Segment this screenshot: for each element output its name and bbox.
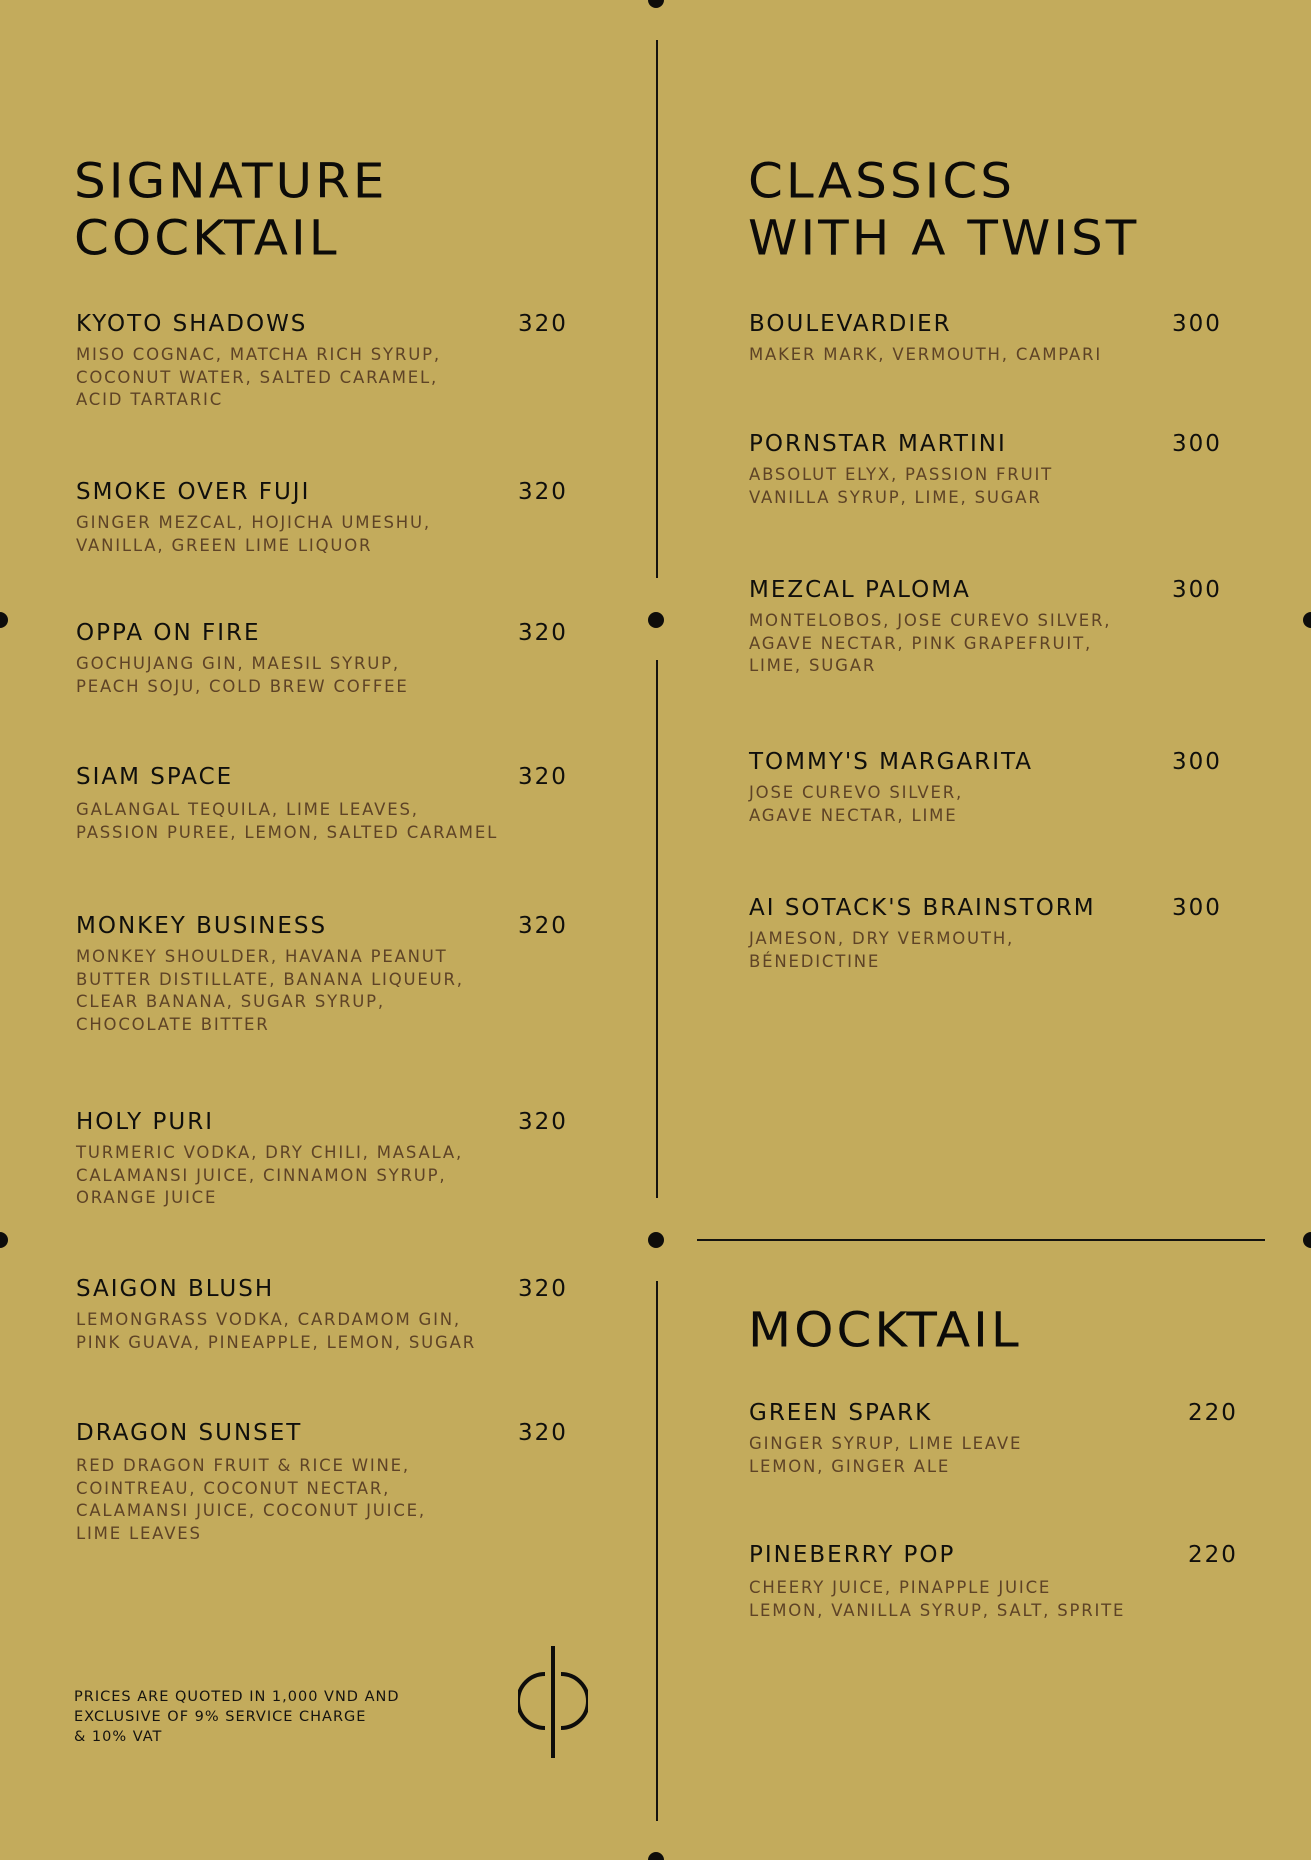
- item-description: TURMERIC VODKA, DRY CHILI, MASALA, CALAMANSI JUICE, CINNAMON SYRUP, ORANGE JUICE: [76, 1143, 464, 1207]
- menu-item: [76, 763, 571, 844]
- menu-item: [76, 1419, 571, 1545]
- item-name: GREEN SPARK: [749, 1400, 933, 1426]
- item-name: MONKEY BUSINESS: [76, 913, 328, 939]
- decor-dot: [0, 1232, 8, 1248]
- item-price: 320: [518, 311, 568, 337]
- menu-item: [76, 310, 571, 412]
- item-price: 300: [1172, 895, 1222, 921]
- decor-dot: [648, 612, 664, 628]
- right-section-divider: [697, 1239, 1265, 1241]
- item-description: ABSOLUT ELYX, PASSION FRUIT VANILLA SYRUP, LIME, SUGAR: [749, 465, 1053, 507]
- decor-dot: [1303, 612, 1311, 628]
- item-description: LEMONGRASS VODKA, CARDAMOM GIN, PINK GUAVA, PINEAPPLE, LEMON, SUGAR: [76, 1310, 476, 1352]
- item-description: MISO COGNAC, MATCHA RICH SYRUP, COCONUT WATER, SALTED CARAMEL, ACID TARTARIC: [76, 345, 441, 409]
- item-description: MONKEY SHOULDER, HAVANA PEANUT BUTTER DISTILLATE, BANANA LIQUEUR, CLEAR BANANA, SUGAR SYRUP, CHOCOLATE BITTER: [76, 947, 464, 1034]
- center-divider-middle: [656, 660, 658, 1198]
- menu-item: [76, 478, 571, 557]
- item-description: JAMESON, DRY VERMOUTH, BÉNEDICTINE: [749, 929, 1015, 971]
- item-description: GINGER MEZCAL, HOJICHA UMESHU, VANILLA, GREEN LIME LIQUOR: [76, 513, 431, 555]
- decor-dot: [648, 1232, 664, 1248]
- section-title-signature-cocktail: SIGNATURE COCKTAIL: [74, 152, 388, 267]
- menu-item: [749, 894, 1234, 973]
- item-price: 300: [1172, 749, 1222, 775]
- item-price: 220: [1188, 1542, 1238, 1568]
- center-divider-bottom: [656, 1281, 658, 1821]
- item-description: RED DRAGON FRUIT & RICE WINE, COINTREAU, COCONUT NECTAR, CALAMANSI JUICE, COCONUT JUICE, LIME LEAVES: [76, 1456, 426, 1543]
- item-description: MONTELOBOS, JOSE CUREVO SILVER, AGAVE NECTAR, PINK GRAPEFRUIT, LIME, SUGAR: [749, 611, 1112, 675]
- item-price: 320: [518, 764, 568, 790]
- menu-item: [76, 1108, 571, 1210]
- decor-dot: [648, 1852, 664, 1860]
- item-price: 320: [518, 1109, 568, 1135]
- item-name: BOULEVARDIER: [749, 311, 952, 337]
- item-name: MEZCAL PALOMA: [749, 577, 971, 603]
- item-description: GINGER SYRUP, LIME LEAVE LEMON, GINGER ALE: [749, 1434, 1023, 1476]
- item-price: 300: [1172, 577, 1222, 603]
- menu-item: [76, 619, 571, 698]
- item-price: 320: [518, 1276, 568, 1302]
- item-name: HOLY PURI: [76, 1109, 214, 1135]
- item-price: 320: [518, 479, 568, 505]
- item-description: CHEERY JUICE, PINAPPLE JUICE LEMON, VANILLA SYRUP, SALT, SPRITE: [749, 1578, 1126, 1620]
- brand-mark-icon: [518, 1644, 588, 1764]
- item-price: 320: [518, 1420, 568, 1446]
- price-footnote: PRICES ARE QUOTED IN 1,000 VND AND EXCLUSIVE OF 9% SERVICE CHARGE & 10% VAT: [74, 1689, 400, 1745]
- item-name: SIAM SPACE: [76, 764, 234, 790]
- item-price: 320: [518, 913, 568, 939]
- item-description: GOCHUJANG GIN, MAESIL SYRUP, PEACH SOJU, COLD BREW COFFEE: [76, 654, 409, 696]
- item-name: SAIGON BLUSH: [76, 1276, 275, 1302]
- item-price: 220: [1188, 1400, 1238, 1426]
- item-price: 300: [1172, 431, 1222, 457]
- item-name: PINEBERRY POP: [749, 1542, 956, 1568]
- item-price: 300: [1172, 311, 1222, 337]
- item-description: JOSE CUREVO SILVER, AGAVE NECTAR, LIME: [749, 783, 964, 825]
- decor-dot: [1303, 1232, 1311, 1248]
- menu-item: [749, 310, 1234, 367]
- menu-item: [76, 1275, 571, 1354]
- menu-item: [749, 430, 1234, 509]
- menu-item: [749, 748, 1234, 827]
- decor-dot: [648, 0, 664, 8]
- item-name: AI SOTACK'S BRAINSTORM: [749, 895, 1096, 921]
- item-description: MAKER MARK, VERMOUTH, CAMPARI: [749, 345, 1102, 364]
- item-name: TOMMY'S MARGARITA: [749, 749, 1034, 775]
- item-name: OPPA ON FIRE: [76, 620, 261, 646]
- menu-item: [749, 1399, 1249, 1478]
- menu-item: [749, 1541, 1249, 1622]
- section-title-classics-with-a-twist: CLASSICS WITH A TWIST: [748, 152, 1140, 267]
- item-price: 320: [518, 620, 568, 646]
- decor-dot: [0, 612, 8, 628]
- item-name: SMOKE OVER FUJI: [76, 479, 311, 505]
- section-title-mocktail: MOCKTAIL: [748, 1301, 1022, 1359]
- center-divider-top: [656, 40, 658, 578]
- menu-item: [76, 912, 571, 1036]
- menu-item: [749, 576, 1234, 678]
- item-name: DRAGON SUNSET: [76, 1420, 303, 1446]
- item-name: KYOTO SHADOWS: [76, 311, 308, 337]
- item-description: GALANGAL TEQUILA, LIME LEAVES, PASSION PUREE, LEMON, SALTED CARAMEL: [76, 800, 499, 842]
- item-name: PORNSTAR MARTINI: [749, 431, 1007, 457]
